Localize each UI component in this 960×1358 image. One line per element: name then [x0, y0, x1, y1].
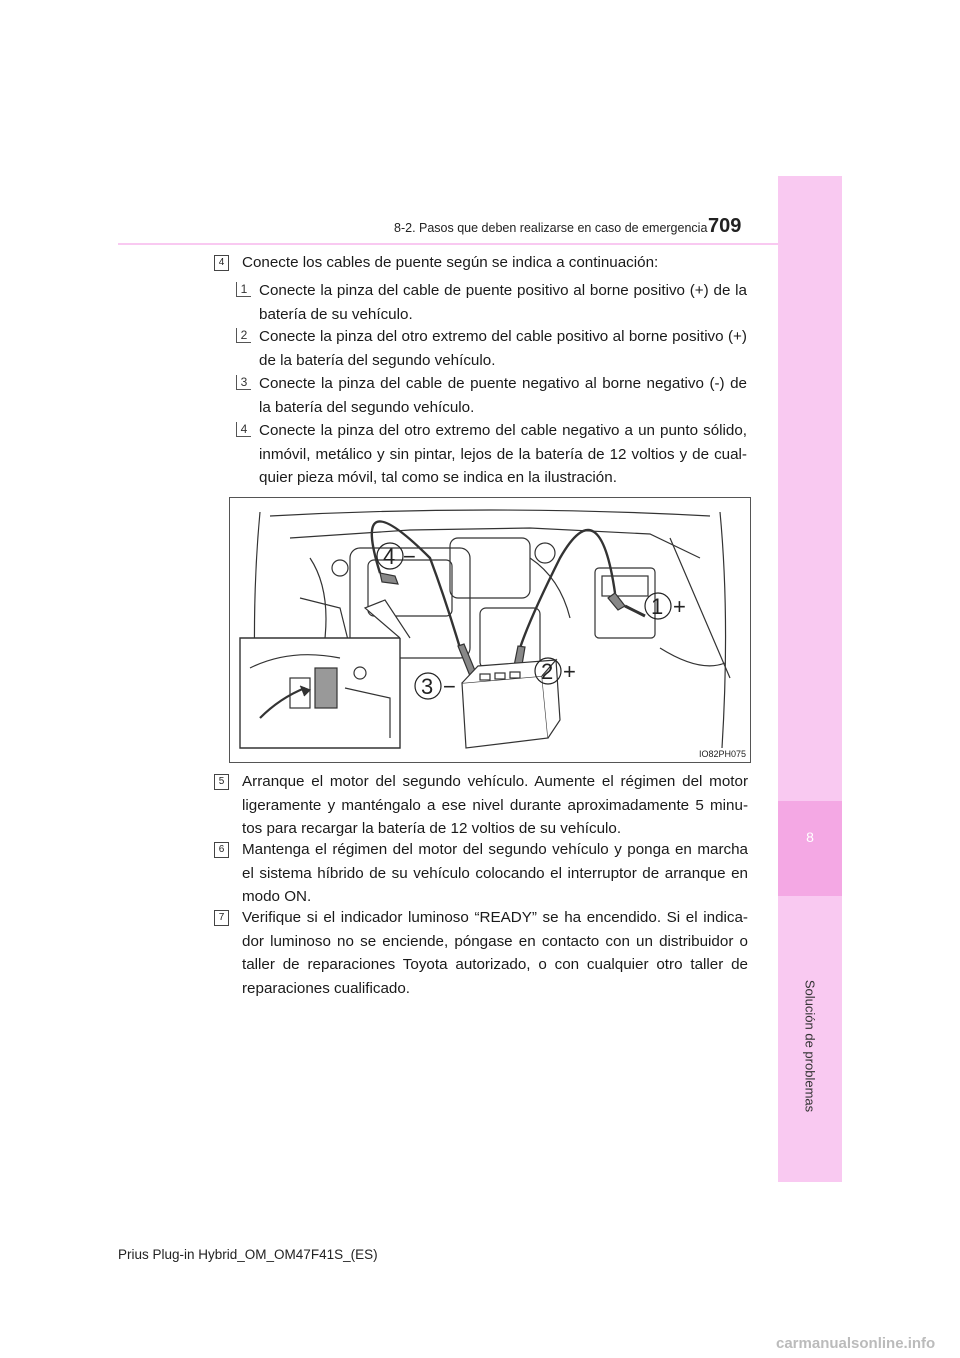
callout-label: 4: [383, 544, 396, 569]
callout-label: 1: [651, 594, 664, 619]
figure-code: IO82PH075: [698, 749, 746, 759]
callout-label: 2: [541, 659, 554, 684]
chapter-side-tab-highlight: [778, 801, 842, 896]
chapter-title: Solución de problemas: [802, 979, 818, 1113]
step-number-box: 5: [214, 774, 229, 790]
chapter-side-tab: [778, 176, 842, 1182]
substep-text: Conecte la pinza del cable de puente positivo al borne positivo (+) de la batería de su vehículo.: [259, 282, 747, 323]
step-number-box: 7: [214, 910, 229, 926]
engine-bay-drawing: [230, 498, 750, 762]
step-text: Verifique si el indicador luminoso “READY” se ha encendido. Si el indica-dor luminoso no se enciende, póngase en contacto con un distribuidor o taller de reparaciones Toyota autorizado, o con cualquier otro taller de reparaciones cualificado.: [242, 909, 748, 997]
page-number: 709: [708, 215, 742, 237]
section-title: 8-2. Pasos que deben realizarse en caso de emergencia: [394, 221, 708, 235]
substep-number: 4: [236, 422, 251, 437]
substep-text: Conecte la pinza del otro extremo del cable positivo al borne positivo (+) de la batería del segundo vehículo.: [259, 328, 747, 369]
callout-sign: +: [563, 659, 576, 684]
step-number-box: 6: [214, 842, 229, 858]
document-footer: Prius Plug-in Hybrid_OM_OM47F41S_(ES): [118, 1247, 378, 1262]
watermark: carmanualsonline.info: [776, 1335, 936, 1352]
substep-number: 2: [236, 328, 251, 343]
callout-sign: −: [443, 674, 456, 699]
callout-sign: +: [673, 594, 686, 619]
substep-number: 1: [236, 282, 251, 297]
header-divider: [118, 243, 778, 245]
callout-sign: −: [403, 544, 416, 569]
callout-label: 3: [421, 674, 434, 699]
substep-text: Conecte la pinza del cable de puente negativo al borne negativo (-) de la batería del segundo vehículo.: [259, 375, 747, 416]
step-number-box: 4: [214, 255, 229, 271]
step-text: Conecte los cables de puente según se indica a continuación:: [242, 254, 659, 271]
chapter-number: 8: [806, 829, 814, 845]
substep-number: 3: [236, 375, 251, 390]
step-text: Arranque el motor del segundo vehículo. Aumente el régimen del motor ligeramente y manténgalo a ese nivel durante aproximadamente 5 minu-tos para recargar la batería de 12 voltios de su vehículo.: [242, 773, 748, 837]
substep-text: Conecte la pinza del otro extremo del cable negativo a un punto sólido, inmóvil, metálico y sin pintar, lejos de la batería de 12 voltios y de cual-quier pieza móvil, tal como se indica en la ilustración.: [259, 422, 747, 486]
step-text: Mantenga el régimen del motor del segundo vehículo y ponga en marcha el sistema híbrido de su vehículo colocando el interruptor de arranque en modo ON.: [242, 841, 748, 905]
jump-start-illustration: [229, 497, 751, 763]
